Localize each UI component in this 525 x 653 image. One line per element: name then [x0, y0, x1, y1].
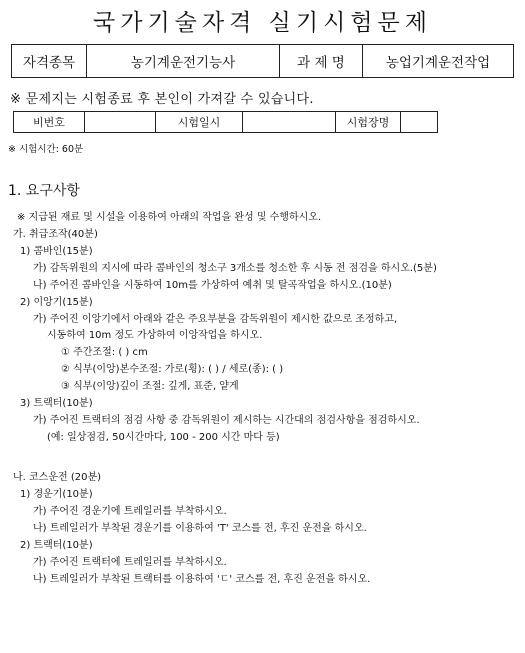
info-label-subject: 자격종목 [12, 45, 87, 78]
requirement-line: 1) 콤바인(15분) [20, 246, 93, 257]
info-value-task: 농업기계운전작업 [363, 45, 514, 78]
requirement-line: ② 식부(이앙)본수조절: 가로(횡): ( ) / 세로(종): ( ) [61, 364, 284, 375]
requirement-line: 시동하여 10m 정도 가상하여 이앙작업을 하시오. [47, 330, 263, 341]
requirement-line: 나) 트레일러가 부착된 경운기를 이용하여 'T' 코스를 전, 후진 운전을 하시오. [33, 523, 367, 534]
requirement-line: 가) 주어진 트랙터에 트레일러를 부착하시오. [33, 557, 227, 568]
section-heading: 1. 요구사항 [8, 183, 80, 199]
requirement-line: 가) 주어진 트랙터의 점검 사항 중 감독위원이 제시하는 시간대의 점검사항을 점검하시오. [33, 415, 420, 426]
requirement-line: 2) 트랙터(10분) [20, 540, 93, 551]
label-exam-date: 시험일시 [156, 112, 243, 133]
requirement-line: 가. 취급조작(40분) [13, 229, 98, 240]
requirement-line: ※ 지급된 재료 및 시설을 이용하여 아래의 작업을 완성 및 수행하시오. [17, 212, 322, 223]
requirement-line: 가) 감독위원의 지시에 따라 콤바인의 청소구 3개소를 청소한 후 시동 전 점검을 하시오.(5분) [33, 263, 437, 274]
label-exam-site: 시험장명 [336, 112, 401, 133]
field-exam-site [401, 112, 438, 133]
requirement-line: 1) 경운기(10분) [20, 489, 93, 500]
info-table [11, 44, 514, 78]
requirement-line: 나) 트레일러가 부착된 트랙터를 이용하여 'ㄷ' 코스를 전, 후진 운전을 하시오. [33, 574, 371, 585]
field-exam-date [243, 112, 336, 133]
notice-text: ※ 문제지는 시험종료 후 본인이 가져갈 수 있습니다. [10, 92, 314, 107]
page-title: 국가기술자격 실기시험문제 [93, 10, 432, 36]
requirement-line: ③ 식부(이앙)깊이 조절: 깊게, 표준, 얕게 [61, 381, 239, 392]
registration-table [13, 111, 438, 133]
requirement-line: 가) 주어진 이앙기에서 아래와 같은 주요부분을 감독위원이 제시한 값으로 조정하고, [33, 314, 398, 325]
requirement-line: 나. 코스운전 (20분) [13, 472, 102, 483]
label-exam-number: 비번호 [14, 112, 85, 133]
requirement-line: (예: 일상점검, 50시간마다, 100 - 200 시간 마다 등) [47, 432, 280, 443]
requirement-line: 가) 주어진 경운기에 트레일러를 부착하시오. [33, 506, 227, 517]
field-exam-number [85, 112, 156, 133]
info-label-task: 과 제 명 [280, 45, 363, 78]
requirement-line: 나) 주어진 콤바인을 시동하여 10m를 가상하여 예취 및 탈곡작업을 하시오.(10분) [33, 280, 392, 291]
requirement-line: 2) 이앙기(15분) [20, 297, 93, 308]
requirement-line: 3) 트랙터(10분) [20, 398, 93, 409]
requirement-line: ① 주간조절: ( ) cm [61, 347, 148, 358]
info-value-subject: 농기계운전기능사 [87, 45, 280, 78]
exam-time-note: ※ 시험시간: 60분 [8, 144, 84, 155]
